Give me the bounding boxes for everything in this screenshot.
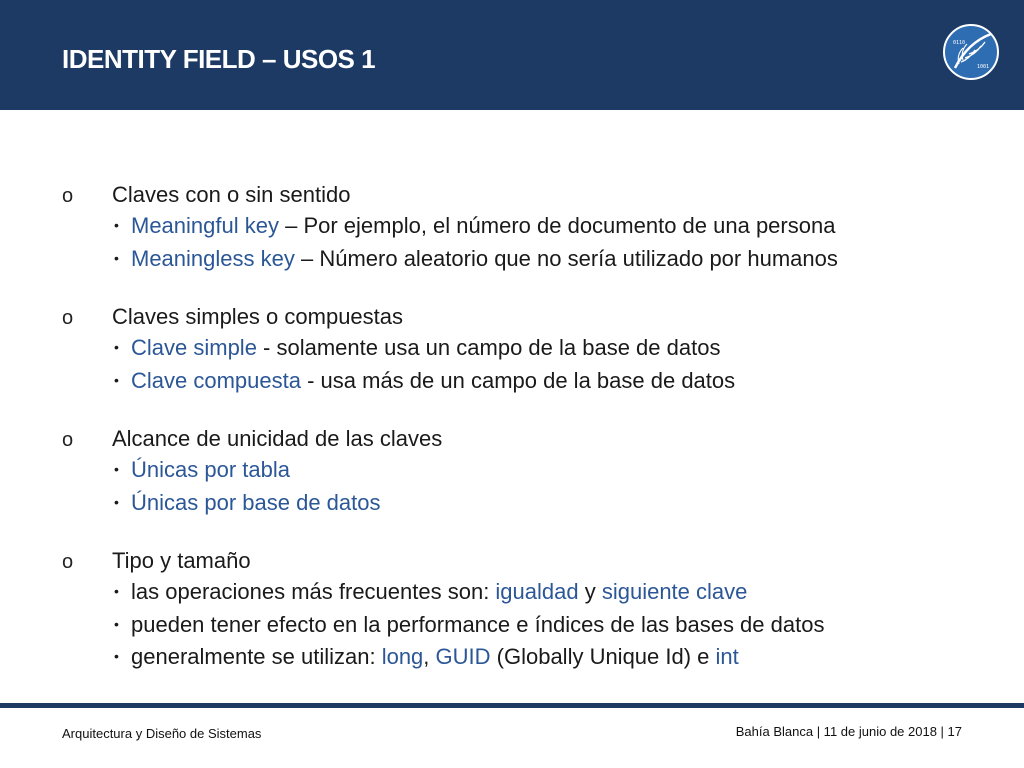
heading-text: Alcance de unicidad de las claves	[112, 426, 443, 451]
section-alcance-unicidad	[62, 424, 962, 520]
item-term: Únicas por tabla	[131, 457, 290, 482]
list-item	[62, 610, 962, 643]
svg-text:0110: 0110	[953, 40, 966, 46]
bullet-icon: •	[114, 371, 119, 388]
item-text: pueden tener efecto en la performance e índices de las bases de datos	[131, 611, 825, 637]
heading-text: Claves con o sin sentido	[112, 182, 351, 207]
slide-body	[62, 180, 962, 701]
list-item	[62, 642, 962, 675]
footer-divider	[0, 703, 1024, 708]
heading-text: Tipo y tamaño	[112, 548, 251, 573]
item-term: siguiente clave	[601, 579, 748, 604]
item-term: int	[715, 644, 739, 669]
item-text: (Globally Unique Id) e	[490, 644, 716, 669]
list-item	[62, 488, 962, 521]
section-heading	[62, 302, 962, 333]
item-text: – Por ejemplo, el número de documento de una persona	[278, 213, 836, 238]
item-text: - usa más de un campo de la base de datos	[300, 367, 736, 393]
bullet-icon: •	[114, 615, 119, 632]
section-claves-simples	[62, 302, 962, 398]
section-heading	[62, 424, 962, 455]
footer-date-page: Bahía Blanca | 11 de junio de 2018 | 17	[735, 724, 962, 739]
item-term: long	[381, 644, 424, 669]
item-term: Clave compuesta	[131, 367, 301, 393]
section-heading	[62, 546, 962, 577]
item-text: ,	[423, 644, 436, 669]
item-text: - solamente usa un campo de la base de datos	[256, 335, 721, 360]
bullet-icon: •	[114, 339, 119, 355]
circle-bullet-icon: o	[62, 185, 74, 207]
item-term: Únicas por base de datos	[131, 489, 381, 515]
section-heading	[62, 180, 962, 211]
item-term: igualdad	[495, 579, 579, 604]
circle-bullet-icon: o	[62, 307, 74, 329]
list-item	[62, 333, 962, 366]
bullet-icon: •	[114, 648, 119, 664]
circle-bullet-icon: o	[62, 429, 74, 451]
svg-text:1001: 1001	[977, 64, 990, 70]
slide-title: IDENTITY FIELD – USOS 1	[62, 44, 376, 74]
item-text: las operaciones más frecuentes son:	[131, 579, 496, 604]
item-term: GUID	[435, 644, 491, 669]
bullet-icon: •	[114, 461, 119, 477]
list-item	[62, 211, 962, 244]
item-term: Clave simple	[131, 335, 257, 360]
footer-course: Arquitectura y Diseño de Sistemas	[62, 726, 262, 741]
bullet-icon: •	[114, 217, 119, 233]
bullet-icon: •	[114, 493, 119, 510]
item-text: y	[578, 579, 602, 604]
list-item	[62, 244, 962, 277]
item-text: – Número aleatorio que no sería utilizado por humanos	[294, 245, 838, 271]
circle-bullet-icon: o	[62, 551, 74, 573]
university-logo-icon	[941, 22, 1001, 82]
bullet-icon: •	[114, 249, 119, 266]
section-tipo-tamano	[62, 546, 962, 675]
item-text: generalmente se utilizan:	[131, 644, 382, 669]
heading-text: Claves simples o compuestas	[112, 304, 404, 329]
slide-header	[0, 0, 1024, 110]
item-term: Meaningful key	[131, 213, 279, 238]
list-item	[62, 366, 962, 399]
list-item	[62, 455, 962, 488]
section-claves-sentido	[62, 180, 962, 276]
bullet-icon: •	[114, 583, 119, 599]
list-item	[62, 577, 962, 610]
item-term: Meaningless key	[131, 245, 295, 271]
